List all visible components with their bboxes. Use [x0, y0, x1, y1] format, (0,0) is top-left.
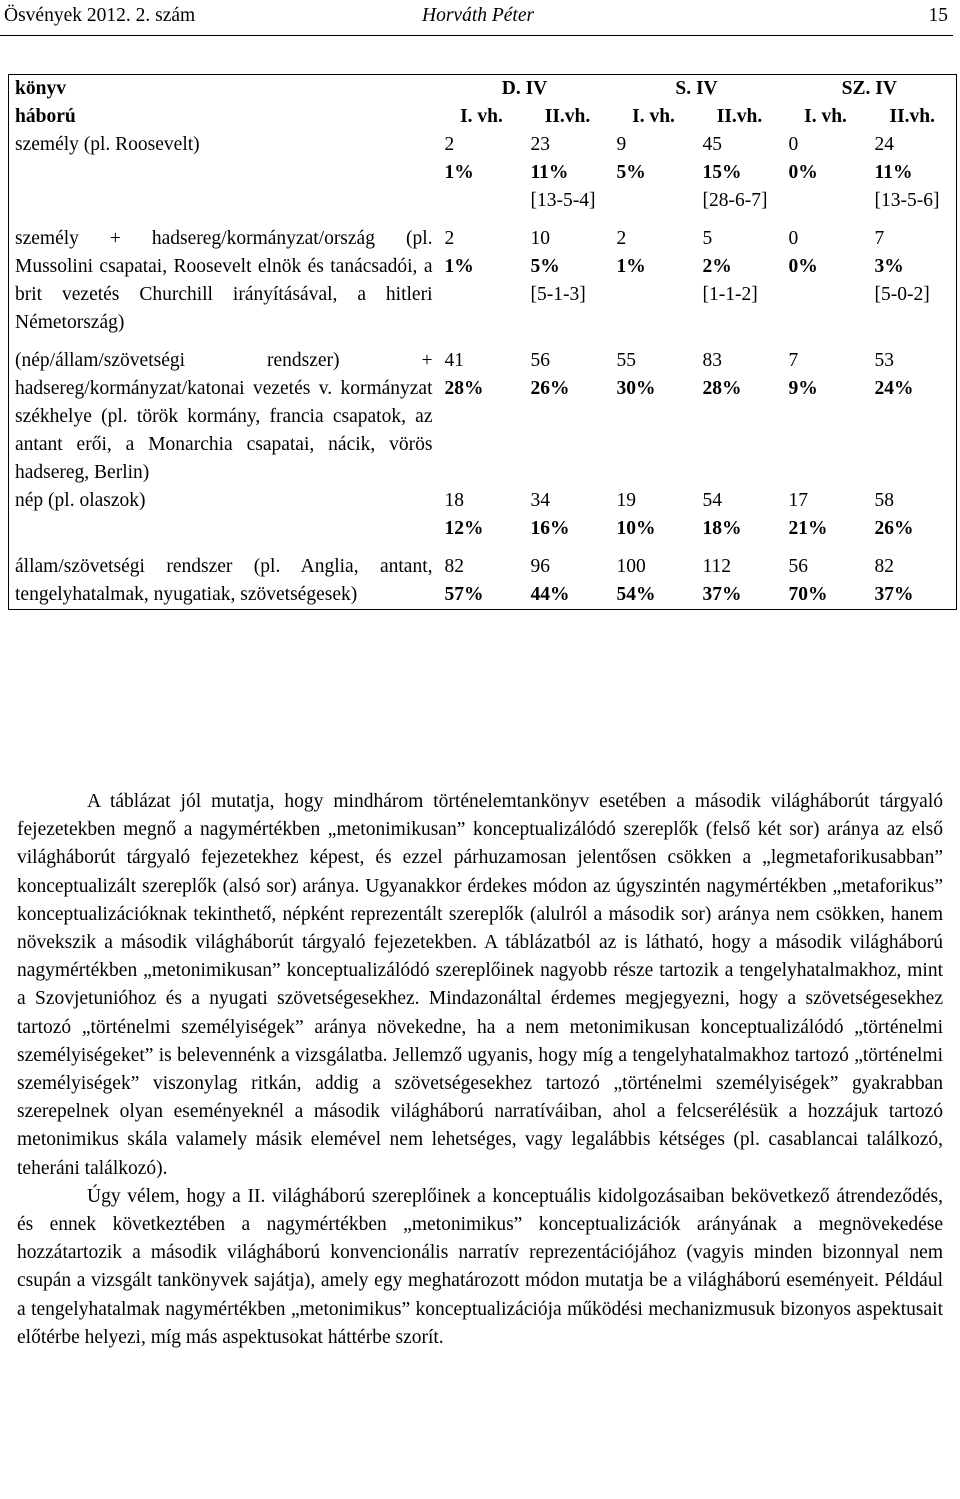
cell-percent: 15%: [702, 162, 742, 183]
cell-percent: 5%: [530, 256, 560, 277]
table-row: [9, 553, 957, 610]
cell-count: 83: [702, 350, 723, 371]
header-war-col: I. vh.: [460, 106, 503, 127]
cell-count: 96: [530, 556, 550, 577]
cell-percent: 26%: [530, 378, 570, 399]
row-label: személy (pl. Roosevelt): [15, 134, 200, 155]
table-cell: [611, 131, 697, 215]
header-war-col: II.vh.: [716, 106, 763, 127]
cell-percent: 18%: [702, 518, 742, 539]
header-book-s: S. IV: [675, 78, 718, 99]
cell-count: 56: [530, 350, 550, 371]
data-table: [8, 74, 957, 610]
cell-percent: 26%: [874, 518, 914, 539]
cell-percent: 37%: [702, 584, 742, 605]
table-cell: [439, 225, 525, 337]
table-cell: [611, 487, 697, 543]
cell-percent: 21%: [788, 518, 828, 539]
table-cell: [783, 553, 869, 610]
table-cell: [439, 553, 525, 610]
table-cell: [439, 487, 525, 543]
spacer-cell: [9, 337, 957, 347]
page-number: 15: [928, 5, 948, 26]
cell-count: 24: [874, 134, 895, 155]
header-war-col: II.vh.: [544, 106, 591, 127]
cell-count: 45: [702, 134, 723, 155]
cell-count: 53: [874, 350, 895, 371]
header-book-d: D. IV: [501, 78, 548, 99]
cell-count: 7: [788, 350, 799, 371]
table-row: [9, 225, 957, 337]
table-cell: [697, 553, 783, 610]
cell-breakdown: [5-0-2]: [874, 284, 930, 305]
row-label: személy + hadsereg/kormányzat/ország (pl. Mussolini csapatai, Roosevelt elnök és tanácsadói, a brit vezetés Churchill irányításával, a hitleri Németország): [15, 228, 433, 333]
table-cell: [611, 553, 697, 610]
cell-count: 54: [702, 490, 723, 511]
cell-percent: 5%: [616, 162, 646, 183]
table-cell: [697, 347, 783, 487]
table-row: [9, 487, 957, 543]
cell-percent: 30%: [616, 378, 656, 399]
table-cell: [783, 225, 869, 337]
spacer-cell: [9, 543, 957, 553]
cell-count: 58: [874, 490, 895, 511]
journal-issue: Ösvények 2012. 2. szám: [4, 5, 196, 26]
table-cell: [525, 131, 611, 215]
header-war-col: I. vh.: [632, 106, 675, 127]
cell-percent: 28%: [444, 378, 484, 399]
cell-count: 0: [788, 228, 799, 249]
cell-percent: 70%: [788, 584, 828, 605]
table-cell: [783, 347, 869, 487]
cell-count: 2: [616, 228, 627, 249]
cell-breakdown: [13-5-4]: [530, 190, 596, 211]
page-header: [0, 0, 960, 30]
row-spacer: [9, 337, 957, 347]
header-row-books: [9, 75, 957, 104]
cell-count: 19: [616, 490, 637, 511]
header-row-wars: [9, 103, 957, 131]
cell-count: 82: [444, 556, 464, 577]
row-label: állam/szövetségi rendszer (pl. Anglia, antant, tengelyhatalmak, nyugatiak, szövetségesek): [15, 556, 433, 605]
cell-percent: 16%: [530, 518, 570, 539]
table-cell: [611, 225, 697, 337]
paragraph: A táblázat jól mutatja, hogy mindhárom történelemtankönyv esetében a második világháborút tárgyaló fejezetekben megnő a nagymértékben „metonimikusan” konceptualizálódó szereplők (felső két sor) aránya az első világháborút tárgyaló fejezetekhez képest, és ezzel párhuzamosan jelentősen csökken a „legmetaforikusabban” konceptualizált szereplők (alsó sor) aránya. Ugyanakkor érdekes módon az úgyszintén nagymértékben „metaforikus” konceptualizációknak tekinthető, népként reprezentált szereplők (alulról a második sor) aránya nem csökken, hanem növekszik a második világháborút tárgyaló fejezetekben. A táblázatból az is látható, hogy a második világháború nagymértékben „metonimikusan” konceptualizálódó szereplőinek nagyobb része tartozik a tengelyhatalmakhoz, mint a Szovjetunióhoz és a nyugati szövetségesekhez. Mindazonáltal érdemes megjegyezni, hogy a szövetségesekhez tartozó „történelmi személyiségek” aránya növekedne, ha a nem metonimikusan konceptualizálódó „történelmi személyiségeket” is belevennénk a vizsgálatba. Jellemző ugyanis, hogy míg a tengelyhatalmakhoz tartozó „történelmi személyiségek” viszonylag ritkán, addig a szövetségesekhez tartozó „történelmi személyiségek” gyakrabban szerepelnek olyan eseményeknél a második világháború narratíváiban, ahol a felcserélésük a hozzájuk tartozó metonimikus skála valamely másik elemével nem lehetséges, vagy legalábbis kétséges (pl. casablancai találkozó, teheráni találkozó).: [17, 791, 943, 1179]
spacer-cell: [9, 215, 957, 225]
table-cell: [869, 347, 957, 487]
row-label: nép (pl. olaszok): [15, 490, 146, 511]
cell-percent: 9%: [788, 378, 818, 399]
header-rule: [0, 35, 953, 36]
cell-breakdown: [5-1-3]: [530, 284, 586, 305]
table-cell: [697, 487, 783, 543]
cell-percent: 10%: [616, 518, 656, 539]
header-book-sz: SZ. IV: [841, 78, 897, 99]
header-label-war: háború: [15, 106, 76, 127]
table-cell: [611, 347, 697, 487]
table-cell: [439, 131, 525, 215]
cell-count: 34: [530, 490, 550, 511]
cell-breakdown: [1-1-2]: [702, 284, 758, 305]
table-cell: [783, 131, 869, 215]
cell-percent: 24%: [874, 378, 914, 399]
header-war-col: I. vh.: [804, 106, 847, 127]
cell-count: 18: [444, 490, 464, 511]
table-cell: [783, 487, 869, 543]
table-cell: [525, 347, 611, 487]
table-row: [9, 347, 957, 487]
cell-count: 41: [444, 350, 464, 371]
cell-percent: 44%: [530, 584, 570, 605]
cell-count: 9: [616, 134, 627, 155]
cell-count: 82: [874, 556, 895, 577]
header-war-col: II.vh.: [889, 106, 936, 127]
cell-percent: 11%: [530, 162, 569, 183]
table-cell: [869, 131, 957, 215]
row-spacer: [9, 543, 957, 553]
cell-count: 10: [530, 228, 550, 249]
row-label: (nép/állam/szövetségi rendszer) + hadsereg/kormányzat/katonai vezetés v. kormányzat székhelye (pl. török kormány, francia csapatok, az antant erői, a Monarchia csapatai, nácik, vörös hadsereg, Berlin): [15, 350, 433, 483]
table-cell: [525, 553, 611, 610]
table-cell: [869, 487, 957, 543]
cell-percent: 1%: [444, 256, 474, 277]
cell-count: 112: [702, 556, 732, 577]
body-text: [17, 788, 943, 1352]
cell-count: 2: [444, 228, 455, 249]
header-label-book: könyv: [15, 78, 66, 99]
table-cell: [439, 347, 525, 487]
cell-percent: 57%: [444, 584, 484, 605]
cell-percent: 0%: [788, 162, 818, 183]
paragraph: Úgy vélem, hogy a II. világháború szereplőinek a konceptuális kidolgozásaiban bekövetkező átrendeződés, és ennek következtében a nagymértékben „metonimikus” konceptualizációk arányának a megnövekedése hozzátartozik a második világháború konvencionális narratív reprezentációjához (vagyis minden bizonnyal nem csupán a vizsgált tankönyvek sajátja), amely egy meghatározott módon mutatja be a világháború eseményeit. Például a tengelyhatalmak nagymértékben „metonimikus” konceptualizációja működési mechanizmusuk bizonyos aspektusait előtérbe helyezi, míg más aspektusokat háttérbe szorít.: [17, 1185, 943, 1348]
table-row: [9, 131, 957, 215]
cell-count: 0: [788, 134, 799, 155]
cell-percent: 12%: [444, 518, 484, 539]
table-body: [9, 131, 957, 610]
cell-count: 56: [788, 556, 809, 577]
author-name: Horváth Péter: [422, 5, 535, 26]
cell-percent: 0%: [788, 256, 818, 277]
cell-percent: 3%: [874, 256, 904, 277]
table-cell: [869, 553, 957, 610]
table-cell: [697, 131, 783, 215]
cell-percent: 54%: [616, 584, 656, 605]
cell-percent: 2%: [702, 256, 732, 277]
cell-count: 100: [616, 556, 646, 577]
cell-percent: 28%: [702, 378, 742, 399]
cell-breakdown: [13-5-6]: [874, 190, 940, 211]
cell-count: 23: [530, 134, 550, 155]
row-spacer: [9, 215, 957, 225]
table-cell: [869, 225, 957, 337]
table-cell: [525, 487, 611, 543]
cell-percent: 11%: [874, 162, 913, 183]
cell-breakdown: [28-6-7]: [702, 190, 768, 211]
cell-count: 17: [788, 490, 809, 511]
table-cell: [697, 225, 783, 337]
cell-count: 2: [444, 134, 455, 155]
cell-percent: 1%: [616, 256, 646, 277]
table-cell: [525, 225, 611, 337]
cell-count: 55: [616, 350, 637, 371]
cell-count: 7: [874, 228, 885, 249]
cell-count: 5: [702, 228, 713, 249]
cell-percent: 37%: [874, 584, 914, 605]
cell-percent: 1%: [444, 162, 474, 183]
